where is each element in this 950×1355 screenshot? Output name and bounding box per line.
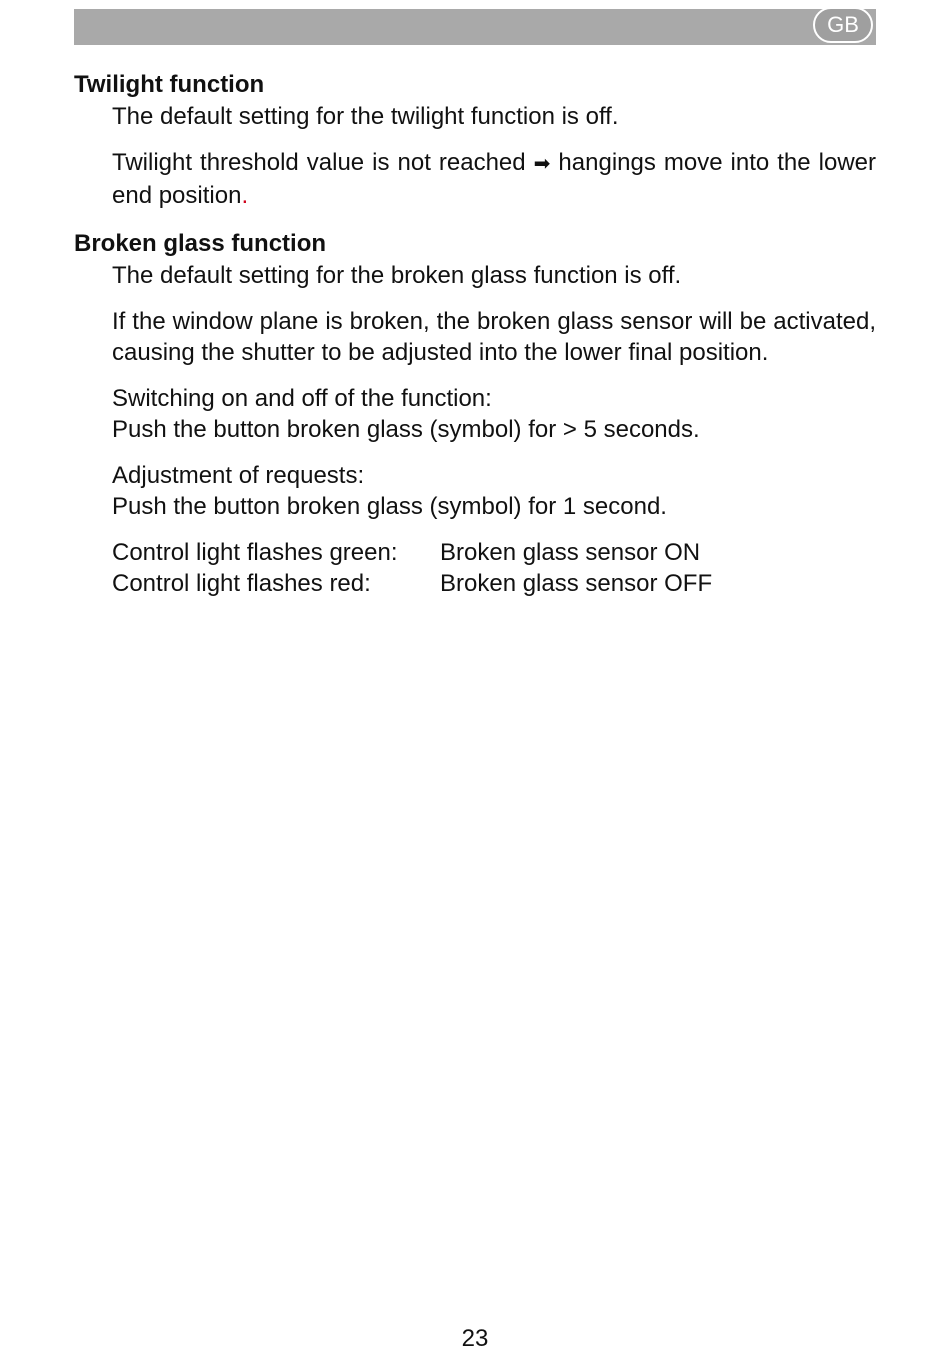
arrow-right-icon: ➡ — [533, 153, 551, 175]
header-bar — [74, 9, 876, 45]
broken-glass-heading: Broken glass function — [74, 230, 327, 257]
adjustment-instruction: Push the button broken glass (symbol) for 1 second. — [112, 493, 667, 520]
status-result: Broken glass sensor OFF — [440, 570, 713, 597]
status-row-red — [112, 568, 876, 599]
switching-label: Switching on and off of the function: — [112, 385, 492, 412]
twilight-default-text: The default setting for the twilight function is off. — [112, 103, 619, 130]
language-badge: GB — [813, 7, 873, 43]
switching-instruction: Push the button broken glass (symbol) for > 5 seconds. — [112, 416, 700, 443]
threshold-end-mark: . — [241, 182, 249, 209]
status-row-green — [112, 537, 876, 568]
page-number: 23 — [461, 1325, 489, 1352]
page-content — [74, 68, 876, 599]
broken-glass-default-text: The default setting for the broken glass function is off. — [112, 262, 682, 289]
twilight-threshold-text — [112, 147, 876, 211]
status-condition: Control light flashes red: — [112, 570, 371, 597]
status-condition: Control light flashes green: — [112, 539, 398, 566]
broken-glass-description: If the window plane is broken, the broken glass sensor will be activated, causing the shutter to be adjusted into the lower final position. — [112, 308, 876, 366]
status-result: Broken glass sensor ON — [440, 539, 701, 566]
threshold-text-before: Twilight threshold value is not reached — [112, 149, 526, 176]
threshold-text-after: hangings move into the lower end position — [112, 149, 876, 209]
status-table — [112, 537, 876, 599]
adjustment-label: Adjustment of requests: — [112, 462, 365, 489]
twilight-heading: Twilight function — [74, 71, 265, 98]
